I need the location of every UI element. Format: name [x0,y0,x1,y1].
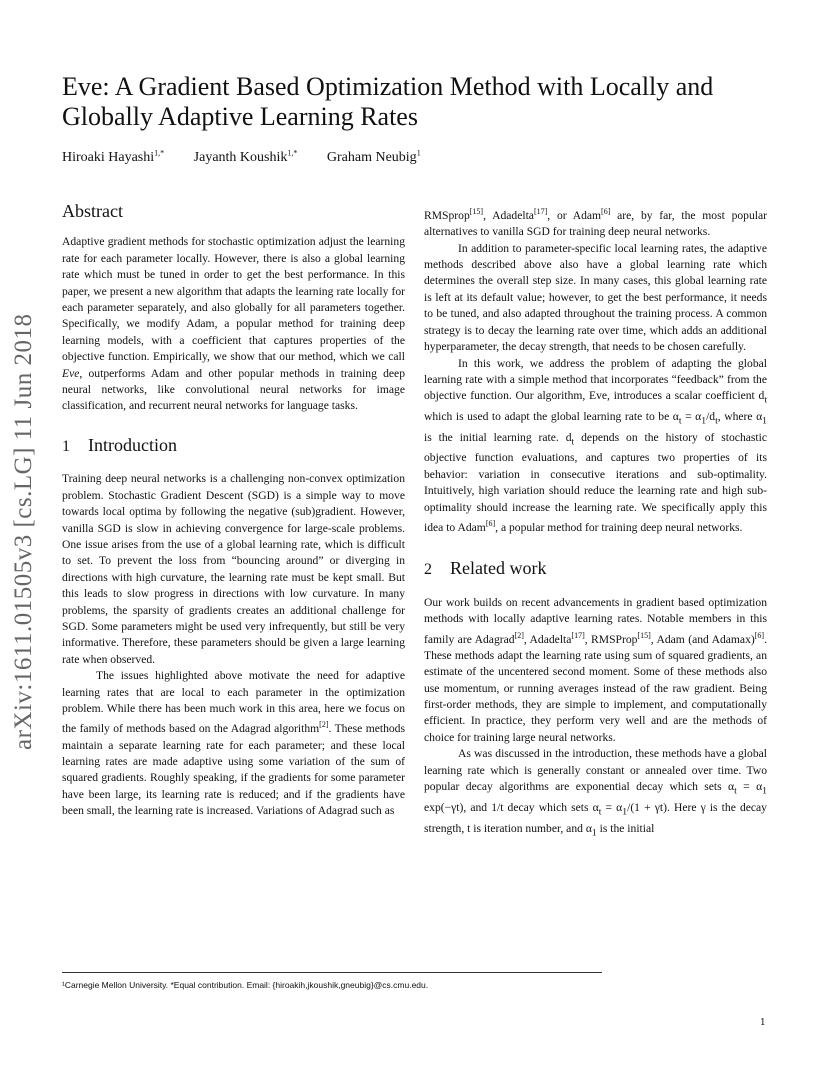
abstract-heading: Abstract [62,201,123,221]
intro-paragraph: RMSprop[15], Adadelta[17], or Adam[6] are, by far, the most popular alternatives to vanilla SGD for training deep neural networks. [424,207,767,239]
author: Jayanth Koushik$^{1,*}$ [193,148,298,165]
footnote-divider [62,972,602,973]
section-heading-related-work: 2 Related work [424,558,547,579]
intro-paragraph: In addition to parameter-specific local learning rates, the adaptive methods described above also have a global learning rate which determines the overall step size. In many cases, this global learning rate is left at its default value; however, to get the best performance, it needs to be tuned, and also adapted throughout the training process. A common strategy is to decay the learning rate over time, which adds an additional hyperparameter, the decay strength, that needs to be chosen carefully. [424,241,767,354]
paper-title: Eve: A Gradient Based Optimization Method with Locally and Globally Adaptive Learning Rates [62,72,714,131]
arxiv-identifier: arXiv:1611.01505v3 [cs.LG] 11 Jun 2018 [10,313,37,750]
intro-paragraph: In this work, we address the problem of adapting the global learning rate with a simple method that incorporates “feedback” from the objective function. Our algorithm, Eve, introduces a scalar coefficient $d_t$ which is used to adapt the global learning rate to be $\alpha_t = \alpha_1/d_t$, where $\alpha_1$ is the initial learning rate. $d_t$ depends on the history of stochastic objective function evaluations, and captures two properties of its behavior: variation in consecutive iterations and sub-optimality. Intuitively, high variation should reduce the learning rate and high sub-optimality should increase the learning rate. We specifically apply this idea to Adam[6], a popular method for training deep neural networks. [424,356,767,534]
left-column [62,203,405,820]
intro-paragraph: Training deep neural networks is a challenging non-convex optimization problem. Stochastic Gradient Descent (SGD) is a simple way to move towards local optima by following the negative (sub)gradient. However, vanilla SGD is slow in achieving convergence for large-scale problems. One issue arises from the use of a global learning rate, which is difficult to set. To prevent the loss from “bouncing around” or diverging in directions with high curvature, the learning rate must be kept small. But this leads to slow progress in directions with low curvature. In many problems, the sparsity of gradients creates an additional challenge for SGD. Some parameters might be used very infrequently, but still be very informative. Therefore, these parameters should be given a large learning rate when observed. [62,472,405,666]
author: Hiroaki Hayashi$^{1,*}$ [62,148,165,165]
abstract-text: Adaptive gradient methods for stochastic optimization adjust the learning rate for each parameter locally. However, there is also a global learning rate which must be tuned in order to get the best performance. In this paper, we present a new algorithm that adapts the learning rate locally for each parameter separately, and also globally for all parameters together. Specifically, we modify Adam, a popular method for training deep learning models, with a coefficient that captures properties of the objective function. Empirically, we show that our method, which we call Eve, outperforms Adam and other popular methods in training deep neural networks, like convolutional neural networks for image classification, and recurrent neural networks for language tasks. [62,235,405,413]
page-number: 1 [760,1018,766,1028]
author-list [62,148,447,166]
section-heading-introduction: 1 Introduction [62,434,177,455]
right-column [424,204,767,841]
related-paragraph: As was discussed in the introduction, these methods have a global learning rate which is generally constant or annealed over time. Two popular decay algorithms are exponential decay which sets $\alpha_t = \alpha_1$ exp(−γt), and 1/t decay which sets $\alpha_t = \alpha_1/(1 + \gamma t)$. Here γ is the decay strength, t is iteration number, and $\alpha_1$ is the initial [424,747,767,838]
related-paragraph: Our work builds on recent advancements in gradient based optimization methods with locally adaptive learning rates. Notable members in this family are Adagrad[2], Adadelta[17], RMSProp[15], Adam (and Adamax)[6]. These methods adapt the learning rate using sum of squared gradients, an estimate of the uncentered second moment. Some of these methods also use momentum, or running averages instead of the raw gradient. Being first-order methods, they are simple to implement, and computationally efficient. In practice, they perform very well and are the methods of choice for training large neural networks. [424,595,767,744]
intro-paragraph: The issues highlighted above motivate the need for adaptive learning rates that are local to each parameter in the optimization problem. While there has been much work in this area, here we focus on the family of methods based on the Adagrad algorithm[2]. These methods maintain a separate learning rate for each parameter; and these local learning rates are made adaptive using some variation of the sum of squared gradients. Roughly speaking, if the gradients for some parameter have been large, its learning rate is reduced; and if the gradients have been small, the learning rate is increased. Variations of Adagrad such as [62,669,405,818]
footnote: ¹Carnegie Mellon University. *Equal contribution. Email: {hiroakih,jkoushik,gneubig}@cs.cmu.edu. [62,980,429,990]
author: Graham Neubig$^1$ [326,148,421,165]
